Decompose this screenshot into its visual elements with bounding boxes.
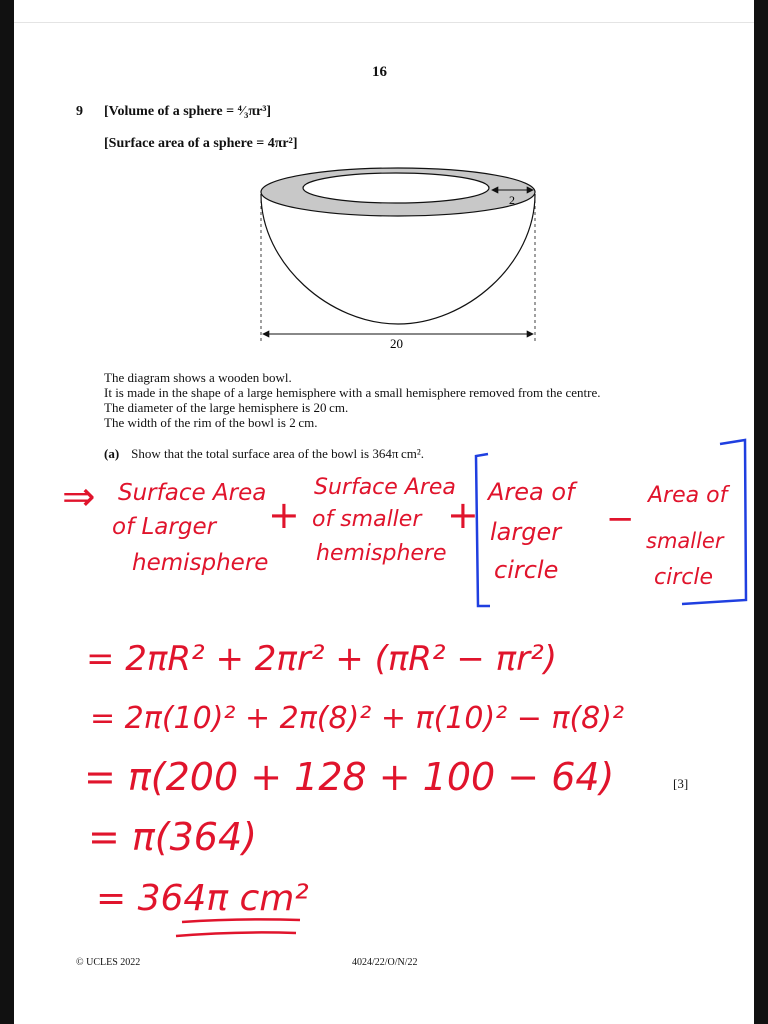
hand-plus2: +: [447, 493, 479, 537]
hand-line5: = 364π cm²: [96, 878, 309, 919]
diameter-label: 20: [390, 336, 403, 351]
hand-plus1: +: [268, 493, 300, 537]
hand-term1-line2: of Larger: [112, 514, 217, 540]
hand-term4-line1: Area of: [648, 483, 728, 508]
footer-paper-code: 4024/22/O/N/22: [352, 957, 418, 968]
question-number: 9: [76, 104, 83, 119]
hand-term2-line2: of smaller: [312, 507, 422, 532]
hand-line4: = π(364): [88, 815, 257, 859]
hand-line1: = 2πR² + 2πr² + (πR² − πr²): [86, 639, 558, 679]
hand-term2-line3: hemisphere: [316, 541, 447, 566]
hand-term3-line1: Area of: [488, 478, 575, 506]
hand-arrow: ⇒: [62, 474, 96, 520]
hand-line2: = 2π(10)² + 2π(8)² + π(10)² − π(8)²: [90, 701, 624, 736]
volume-formula: [Volume of a sphere = ⁴⁄₃πr³]: [104, 104, 272, 119]
bracket-left: [476, 454, 490, 606]
rim-width-label: 2: [509, 193, 515, 207]
page-number: 16: [372, 64, 387, 80]
surface-area-formula: [Surface area of a sphere = 4πr²]: [104, 136, 298, 151]
hand-term4-line3: circle: [654, 565, 713, 590]
hand-term3-line2: larger: [490, 518, 562, 546]
description-line: The diameter of the large hemisphere is 20 cm.: [104, 400, 349, 415]
description-line: The diagram shows a wooden bowl.: [104, 370, 292, 385]
hand-term1-line3: hemisphere: [132, 550, 269, 576]
hand-line3: = π(200 + 128 + 100 − 64): [84, 755, 615, 799]
hand-term1-line1: Surface Area: [118, 480, 267, 506]
hand-term3-line3: circle: [494, 556, 559, 584]
answer-underline: [182, 919, 300, 922]
part-a-label: (a): [104, 446, 120, 461]
hand-term4-line2: smaller: [646, 529, 724, 553]
answer-underline: [176, 932, 296, 936]
footer-copyright: © UCLES 2022: [76, 957, 141, 968]
description-line: The width of the rim of the bowl is 2 cm.: [104, 415, 318, 430]
hand-minus: −: [606, 499, 635, 539]
hand-term2-line1: Surface Area: [314, 475, 456, 500]
marks-indicator: [3]: [673, 776, 689, 791]
description-line: It is made in the shape of a large hemisphere with a small hemisphere removed from the centre.: [104, 385, 601, 400]
part-a-text: Show that the total surface area of the bowl is 364π cm².: [131, 446, 425, 461]
